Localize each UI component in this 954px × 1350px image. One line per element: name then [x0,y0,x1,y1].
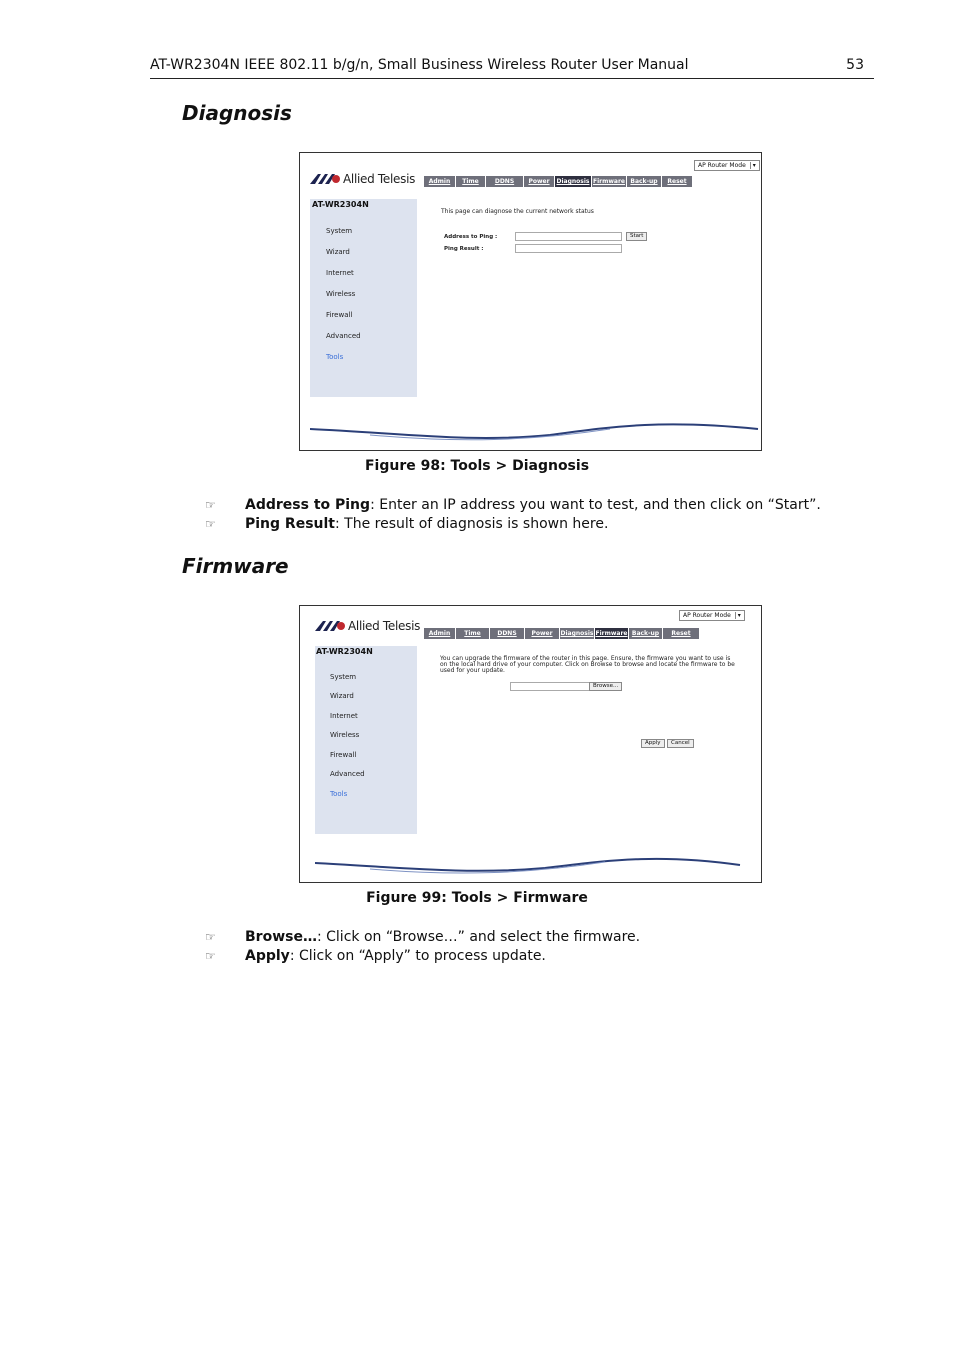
pointing-hand-icon: ☞ [205,517,216,531]
nav-system[interactable]: System [326,227,353,235]
nav-wireless[interactable]: Wireless [326,290,356,298]
diagnosis-heading: Diagnosis [182,101,292,125]
figure-99-caption: Figure 99: Tools > Firmware [366,890,588,906]
tab-admin[interactable]: Admin [424,628,456,639]
list-item [205,928,640,947]
tools-tabs [424,628,700,639]
nav-wireless[interactable]: Wireless [330,731,360,739]
start-button[interactable]: Start [626,232,647,241]
chevron-down-icon: ▾ [750,162,756,169]
diagnosis-screenshot [299,152,762,451]
firmware-heading: Firmware [182,554,289,578]
tab-firmware[interactable]: Firmware [595,630,628,637]
bullet-text: : Click on “Apply” to process update. [289,948,546,964]
page-number: 53 [846,57,864,73]
figure-98-caption: Figure 98: Tools > Diagnosis [364,458,590,474]
model-name: AT-WR2304N [312,200,369,209]
manual-title: AT-WR2304N IEEE 802.11 b/g/n, Small Business Wireless Router User Manual [150,57,689,73]
nav-advanced[interactable]: Advanced [326,332,361,340]
nav-advanced[interactable]: Advanced [330,770,365,778]
bullet-text: : Click on “Browse…” and select the firmware. [316,929,641,945]
brand-logo [315,619,420,633]
firmware-screenshot [299,605,762,883]
mode-value: AP Router Mode [698,162,746,169]
address-to-ping-label: Address to Ping : [444,234,498,240]
tab-admin[interactable]: Admin [424,176,456,187]
nav-firewall[interactable]: Firewall [326,311,353,319]
swoosh-decoration [310,415,760,445]
firmware-intro-line-3: used for your update. [440,667,505,674]
tab-power[interactable]: Power [525,628,560,639]
list-item [205,515,821,534]
ping-result-label: Ping Result : [444,246,484,252]
nav-tools[interactable]: Tools [330,790,348,798]
pointing-hand-icon: ☞ [205,949,216,963]
mode-value: AP Router Mode [683,612,731,619]
browse-button[interactable]: Browse... [589,682,622,691]
nav-wizard[interactable]: Wizard [326,248,350,256]
list-item [205,947,640,966]
bullet-text: : The result of diagnosis is shown here. [335,516,609,532]
address-to-ping-input[interactable] [515,232,622,241]
nav-system[interactable]: System [330,673,357,681]
tab-backup[interactable]: Back-up [627,176,662,187]
nav-tools[interactable]: Tools [326,353,344,361]
ping-result-field [515,244,622,253]
tab-diagnosis[interactable]: Diagnosis [560,630,594,637]
tab-ddns[interactable]: DDNS [486,176,524,187]
model-name: AT-WR2304N [316,647,373,656]
bullet-term: Browse… [245,929,317,945]
diagnosis-intro: This page can diagnose the current network status [441,208,594,215]
allied-telesis-logo-icon [310,174,340,184]
pointing-hand-icon: ☞ [205,498,216,512]
firmware-intro-line-2: on the local hard drive of your computer. Click on Browse to browse and locate the firmware to be [440,661,735,668]
tab-time[interactable]: Time [456,628,490,639]
cancel-button[interactable]: Cancel [667,739,694,748]
tab-time[interactable]: Time [456,176,486,187]
bullet-term: Ping Result [245,516,335,532]
tools-tabs [424,176,693,187]
diagnosis-bullets [205,496,821,534]
tab-diagnosis[interactable]: Diagnosis [555,176,592,187]
firmware-file-input[interactable] [510,682,590,691]
nav-firewall[interactable]: Firewall [330,751,357,759]
brand-name: Allied Telesis [343,172,416,186]
tab-ddns[interactable]: DDNS [490,628,525,639]
tab-reset[interactable]: Reset [662,176,693,187]
page-header [150,56,874,79]
apply-button[interactable]: Apply [641,739,665,748]
tab-reset[interactable]: Reset [663,628,700,639]
nav-wizard[interactable]: Wizard [330,692,354,700]
list-item [205,496,821,515]
pointing-hand-icon: ☞ [205,930,216,944]
chevron-down-icon: ▾ [735,612,741,619]
mode-select[interactable] [679,610,745,621]
bullet-term: Address to Ping [245,497,371,513]
mode-select[interactable] [694,160,760,171]
bullet-term: Apply [245,948,290,964]
brand-name: Allied Telesis [348,619,421,633]
firmware-intro-line-1: You can upgrade the firmware of the router in this page. Ensure, the firmware you want to use is [440,655,731,662]
bullet-text: : Enter an IP address you want to test, and then click on “Start”. [370,497,821,513]
nav-internet[interactable]: Internet [326,269,354,277]
tab-firmware[interactable]: Firmware [593,178,625,185]
tab-power[interactable]: Power [524,176,555,187]
allied-telesis-logo-icon [315,621,345,631]
swoosh-decoration [315,849,745,877]
brand-logo [310,172,415,186]
firmware-bullets [205,928,640,966]
tab-backup[interactable]: Back-up [629,628,663,639]
nav-internet[interactable]: Internet [330,712,358,720]
